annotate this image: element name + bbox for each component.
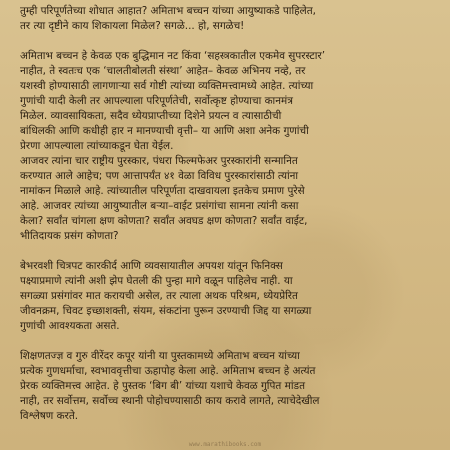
paragraph-amitabh-qualities: अमिताभ बच्चन हे केवळ एक बुद्धिमान नट किंवा ‘सहस्त्रकातील एकमेव सुपरस्टार’ नाहीत, ते स्वतःच एक ‘चालतीबोलती संस्था’ आहेत– केवळ अभिनय नव्हे, तर यशस्वी होण्यासाठी लागणाऱ्या सर्व गोष्टी त्यांच्या व्यक्तिमत्त्वामध्ये आहेत. त्यांच्या गुणांची यादी केली तर आपल्याला परिपूर्णतेची, सर्वोत्कृष्ट होण्याचा कानमंत्र मिळेल. व्यावसायिकता, सदैव ध्येयप्राप्तीच्या दिशेने प्रयत्न व त्यासाठीची बांधिलकी आणि कधीही हार न मानण्याची वृत्ती– या आणि अशा अनेक गुणांची प्रेरणा आपल्याला त्यांच्याकडून घेता येईल. आजवर त्यांना चार राष्ट्रीय पुरस्कार, पंधरा फिल्मफेअर पुरस्कारांनी सन्मानित करण्यात आले आहेच; पण आत्तापर्यंत ४१ वेळा विविध पुरस्कारांसाठी त्यांना नामांकन मिळाले आहे. त्यांच्यातील परिपूर्णता दाखवायला इतकेच प्रमाण पुरेसे आहे. आजवर त्यांच्या आयुष्यातील बऱ्या–वाईट प्रसंगांचा सामना त्यांनी कसा केला? सर्वांत चांगला क्षण कोणता? सर्वांत अवघड क्षण कोणता? सर्वांत वाईट, भीतिदायक प्रसंग कोणता? xyxy=(20,50,326,242)
paragraph-phoenix-comeback: बेभरवशी चित्रपट कारकीर्द आणि व्यवसायातील अपयश यांतून फिनिक्स पक्ष्याप्रमाणे त्यांनी अशी झेप घेतली की पुन्हा मागे वळून पाहिलेच नाही. या सगळ्या प्रसंगांवर मात करायची असेल, तर त्याला अथक परिश्रम, ध्येयप्रेरित जीवनक्रम, चिवट इच्छाशक्ती, संयम, संकटांना पुरून उरण्याची जिद्द या सगळ्या गुणांची आवश्यकता असते. xyxy=(20,260,312,332)
book-back-cover-text xyxy=(20,4,434,446)
paragraph-about-book: शिक्षणतज्ज्ञ व गुरु वीरेंदर कपूर यांनी या पुस्तकामध्ये अमिताभ बच्चन यांच्या प्रत्येक गुणधर्माचा, स्वभाववृत्तीचा ऊहापोह केला आहे. अमिताभ बच्चन हे अत्यंत प्रेरक व्यक्तिमत्त्व आहेत. हे पुस्तक ‘बिग बी’ यांच्या यशाचे केवळ गुपित मांडत नाही, तर सर्वोत्तम, सर्वोच्च स्थानी पोहोचण्यासाठी काय करावे लागते, त्याचेदेखील विश्लेषण करते. xyxy=(20,350,320,422)
footer-watermark: www.marathibooks.com xyxy=(188,441,262,448)
paragraph-intro: तुम्ही परिपूर्णतेच्या शोधात आहात? अमिताभ बच्चन यांच्या आयुष्याकडे पाहिलेत, तर त्या दृष्टीने काय शिकायला मिळेल? सगळे... हो, सगळेच! xyxy=(20,5,316,32)
